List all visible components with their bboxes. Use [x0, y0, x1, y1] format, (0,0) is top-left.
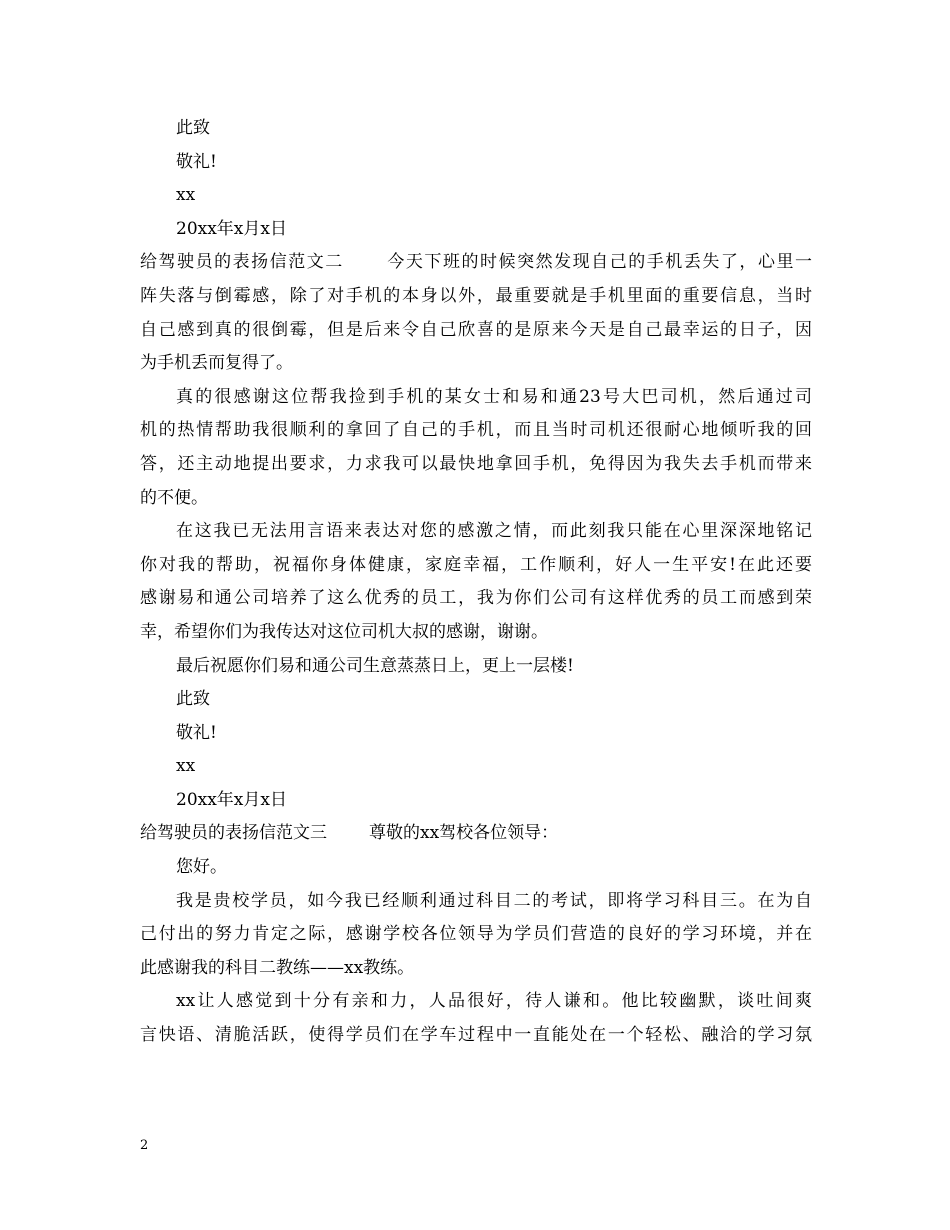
paragraph-line: 在这我已无法用言语来表达对您的感激之情，而此刻我只能在心里深深地铭记 — [176, 521, 812, 542]
paragraph-line: 机的热情帮助我很顺利的拿回了自己的手机，而且当时司机还很耐心地倾听我的回 — [140, 420, 812, 441]
salute-line: 敬礼! — [176, 722, 217, 743]
section-heading-sample-2 — [140, 246, 812, 280]
paragraph-line: 此感谢我的科目二教练——xx教练。 — [140, 957, 415, 978]
page-number: 2 — [140, 1138, 149, 1153]
paragraph-line: 的不便。 — [140, 487, 208, 508]
paragraph-line: 幸，希望你们为我传达对这位司机大叔的感谢，谢谢。 — [140, 621, 548, 642]
signer-line: xx — [176, 756, 196, 777]
paragraph-line: 己付出的努力肯定之际，感谢学校各位领导为学员们营造的良好的学习环境，并在 — [140, 924, 812, 945]
salute-line: 敬礼! — [176, 151, 217, 172]
paragraph-line: 为手机丢而复得了。 — [140, 353, 293, 374]
section-heading-sample-3 — [140, 817, 812, 851]
hello-line: 您好。 — [176, 857, 227, 878]
section-title: 给驾驶员的表扬信范文三 — [140, 823, 327, 844]
paragraph-line: 答，还主动地提出要求，力求我可以最快地拿回手机，免得因为我失去手机而带来 — [140, 453, 812, 474]
date-line: 20xx年x月x日 — [176, 218, 287, 239]
paragraph-line: 自己感到真的很倒霉，但是后来令自己欣喜的是原来今天是自己最幸运的日子，因 — [140, 319, 812, 340]
closing-line: 此致 — [176, 118, 210, 138]
paragraph-line: 真的很感谢这位帮我捡到手机的某女士和易和通23号大巴司机，然后通过司 — [176, 386, 812, 407]
paragraph-text: 今天下班的时候突然发现自己的手机丢失了，心里一 — [385, 252, 812, 273]
paragraph-line: 我是贵校学员，如今我已经顺利通过科目二的考试，即将学习科目三。在为自 — [176, 890, 812, 911]
date-line: 20xx年x月x日 — [176, 789, 287, 810]
paragraph-line: 言快语、清脆活跃，使得学员们在学车过程中一直能处在一个轻松、融洽的学习氛 — [140, 1025, 812, 1046]
section-title: 给驾驶员的表扬信范文二 — [140, 252, 344, 273]
closing-line: 此致 — [176, 689, 210, 710]
greeting-text: 尊敬的xx驾校各位领导： — [369, 823, 559, 844]
paragraph-line: 阵失落与倒霉感，除了对手机的本身以外，最重要就是手机里面的重要信息，当时 — [140, 285, 812, 306]
paragraph-line: 你对我的帮助，祝福你身体健康，家庭幸福，工作顺利，好人一生平安!在此还要 — [140, 554, 812, 575]
paragraph-line: xx让人感觉到十分有亲和力，人品很好，待人谦和。他比较幽默，谈吐间爽 — [176, 991, 812, 1012]
signer-line: xx — [176, 185, 196, 206]
paragraph-line: 最后祝愿你们易和通公司生意蒸蒸日上，更上一层楼! — [176, 655, 574, 676]
paragraph-line: 感谢易和通公司培养了这么优秀的员工，我为你们公司有这样优秀的员工而感到荣 — [140, 588, 812, 609]
document-body — [140, 112, 812, 1053]
